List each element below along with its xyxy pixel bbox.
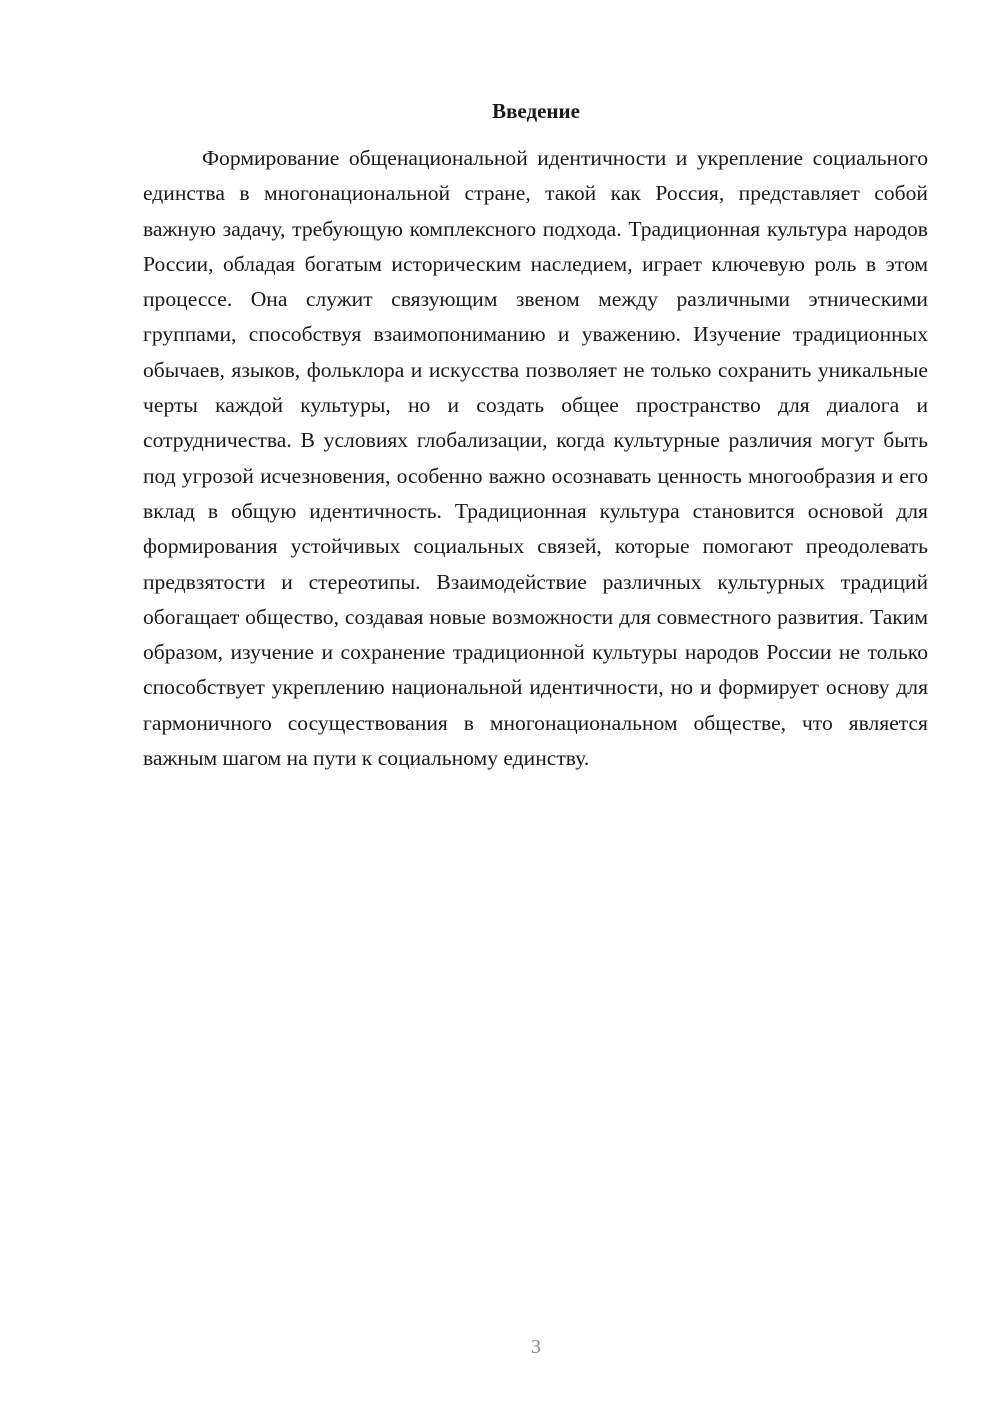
page-title: Введение: [492, 99, 580, 123]
page-number: 3: [531, 1336, 541, 1358]
body-paragraph: Формирование общенациональной идентичности и укрепление социального единства в многонациональной стране, такой как Россия, представляет собой важную задачу, требующую комплексного подхода. Традиционная культура народов России, обладая богатым историческим наследием, играет ключевую роль в этом процессе. Она служит связующим звеном между различными этническими группами, способствуя взаимопониманию и уважению. Изучение традиционных обычаев, языков, фольклора и искусства позволяет не только сохранить уникальные черты каждой культуры, но и создать общее пространство для диалога и сотрудничества. В условиях глобализации, когда культурные различия могут быть под угрозой исчезновения, особенно важно осознавать ценность многообразия и его вклад в общую идентичность. Традиционная культура становится основой для формирования устойчивых социальных связей, которые помогают преодолевать предвзятости и стереотипы. Взаимодействие различных культурных традиций обогащает общество, создавая новые возможности для совместного развития. Таким образом, изучение и сохранение традиционной культуры народов России не только способствует укреплению национальной идентичности, но и формирует основу для гармоничного сосуществования в многонациональном обществе, что является важным шагом на пути к социальному единству.: [143, 146, 928, 771]
